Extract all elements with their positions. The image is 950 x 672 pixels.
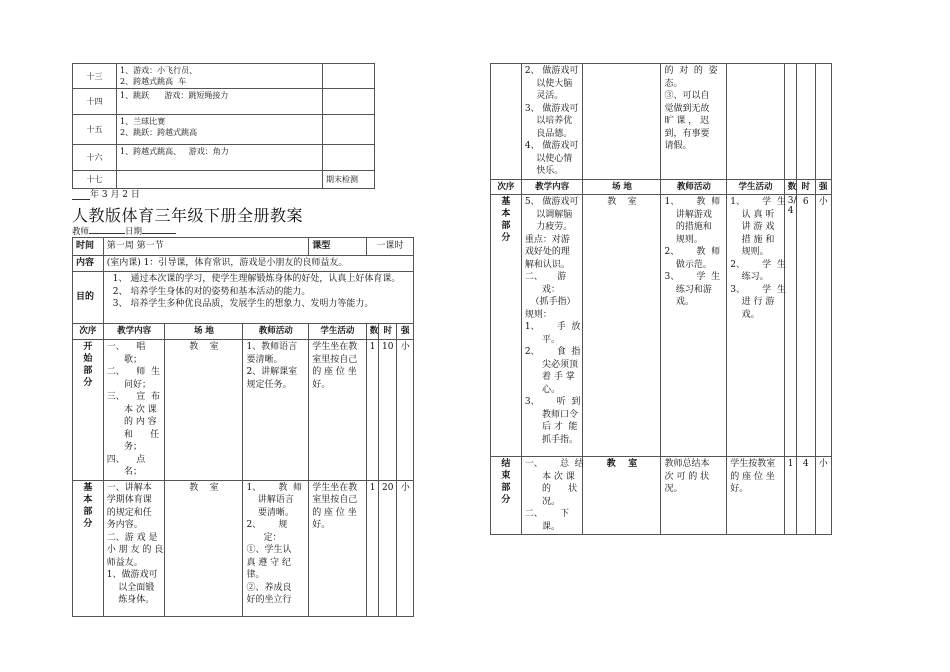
count-cell: 1 [366, 340, 378, 481]
week-note: 期末检测 [323, 171, 375, 189]
header-content: 教学内容 [103, 324, 165, 340]
doc-title: 人教版体育三年级下册全册教案 [72, 206, 304, 225]
header-content: 教学内容 [521, 179, 583, 195]
count-cell: 3/4 [784, 195, 796, 457]
week-cell: 十七 [73, 171, 117, 189]
continued-row [491, 64, 832, 180]
week-note [323, 89, 375, 115]
lesson-plan-table [72, 237, 414, 617]
count-cell [784, 64, 796, 180]
basic-section-row [491, 195, 832, 457]
header-venue: 场 地 [165, 324, 243, 340]
week-cell: 十四 [73, 89, 117, 115]
column-header-row [73, 324, 414, 340]
time-row [73, 238, 414, 256]
type-label: 课型 [309, 238, 367, 256]
content-row [73, 256, 414, 272]
content-value: (室内课) 1：引导课，体育常识，游戏是小朋友的良师益友。 [103, 256, 413, 272]
schedule-row [73, 64, 375, 89]
teacher-date-line: 教师 日期 [72, 225, 176, 237]
goal-item: 3、 培养学生多种优良品质，发展学生的想象力、发明力等能力。 [112, 299, 374, 309]
teaching-content: 一、 唱 歌； 二、 师 生 问好； 三、 宣 布 本 次 课 的 内 容 和 任 务； 四、 点 名； [103, 340, 165, 481]
count-cell: 1 [784, 457, 796, 535]
venue-cell: 教 室 [583, 195, 661, 457]
week-content: 1、游戏：小飞行员、 2、跨越式跳高 车 [117, 64, 323, 89]
week-note [323, 115, 375, 145]
header-intensity: 强 [397, 324, 414, 340]
schedule-row [73, 145, 375, 171]
time-label: 时间 [73, 238, 104, 256]
week-note [323, 64, 375, 89]
time-cell: 4 [797, 457, 815, 535]
intensity-cell: 小 [815, 195, 831, 457]
section-label [491, 64, 522, 180]
date-line: 年 3 月 2 日 [72, 187, 140, 200]
schedule-row [73, 171, 375, 189]
header-time: 时 [379, 324, 397, 340]
teacher-activity: 1、 教 师 讲解语言 要清晰。 2、 规 定： ①、学生认 真 遵 守 纪 律。 ②、养成良 好的坐立行 [243, 480, 309, 616]
intensity-cell: 小 [815, 457, 831, 535]
goal-list [103, 272, 413, 324]
lesson-plan-continued-table [490, 63, 832, 535]
header-order: 次序 [73, 324, 104, 340]
teacher-activity: 的 对 的 姿 态。 ③、可以自 觉做到无故 旷 课 ， 迟 到，有事要 请假。 [661, 64, 727, 180]
teaching-content: 2、 做游戏可 以使大脑 灵活。 3、 做游戏可 以培养优 良品德。 4、 做游戏可 以使心情 快乐。 [521, 64, 583, 180]
venue-cell: 教 室 [165, 480, 243, 616]
teacher-activity: 1、 教 师 讲解游戏 的措施和 规则。 2、 教 师 做示范。 3、 学 生 练习和游 戏。 [661, 195, 727, 457]
student-activity: 1、 学 生 认 真 听 讲 游 戏 措 施 和 规则。 2、 学 生 练习。 3、 学 生 进 行 游 戏。 [727, 195, 785, 457]
venue-cell [583, 64, 661, 180]
section-label: 基 本 部 分 [73, 480, 104, 616]
basic-section-row [73, 480, 414, 616]
count-cell: 1 [366, 480, 378, 616]
intensity-cell [815, 64, 831, 180]
header-teacher: 教师活动 [243, 324, 309, 340]
end-section-row [491, 457, 832, 535]
goal-row [73, 272, 414, 324]
column-header-row [491, 179, 832, 195]
start-section-row [73, 340, 414, 481]
header-time: 时 [797, 179, 815, 195]
type-value: 一课时 [366, 238, 413, 256]
teaching-content: 一、 总 结 本 次 课 的 状 况。 二、 下 课。 [521, 457, 583, 535]
teaching-content: 一、讲解本 学期体育课 的规定和任 务内容。 二、游 戏 是 小 朋 友 的 良 师益友。 1、做游戏可 以全面锻 炼身体。 [103, 480, 165, 616]
week-content: 1、跳跃 游戏：跳短绳接力 [117, 89, 323, 115]
student-activity: 学生坐在教 室里按自己 的 座 位 坐 好。 [309, 340, 367, 481]
schedule-row [73, 115, 375, 145]
week-content: 1、兰球比赛 2、跳跃：跨越式跳高 [117, 115, 323, 145]
time-cell: 10 [379, 340, 397, 481]
time-value: 第一周 第一节 [103, 238, 308, 256]
header-venue: 场 地 [583, 179, 661, 195]
goal-item: 2、 培养学生身体的对的姿势和基本活动的能力。 [112, 286, 311, 297]
time-cell [797, 64, 815, 180]
week-content [117, 171, 323, 189]
teaching-content: 5、 做游戏可 以调解脑 力疲劳。 重点：对游 戏好处的理 解和认识。 二、 游 戏： （抓手指） 规则： 1、 手 放 平。 2、 食 指 尖必须顶 着 手 掌 心。 3、 听 到 教师口令 后 才 能 抓手指。 [521, 195, 583, 457]
header-teacher: 教师活动 [661, 179, 727, 195]
section-label: 开 始 部 分 [73, 340, 104, 481]
header-count: 数 [366, 324, 378, 340]
venue-cell: 教 室 [583, 457, 661, 535]
teacher-activity: 1、教师语言 要清晰。 2、讲解课室 规定任务。 [243, 340, 309, 481]
schedule-table [72, 63, 375, 189]
content-label: 内容 [73, 256, 104, 272]
intensity-cell: 小 [397, 480, 414, 616]
header-student: 学生活动 [727, 179, 785, 195]
section-label: 基 本 部 分 [491, 195, 522, 457]
venue-cell: 教 室 [165, 340, 243, 481]
header-order: 次序 [491, 179, 522, 195]
intensity-cell: 小 [397, 340, 414, 481]
week-note [323, 145, 375, 171]
week-cell: 十五 [73, 115, 117, 145]
week-content: 1、跨越式跳高、 游戏：角力 [117, 145, 323, 171]
student-activity: 学生按教室 的 座 位 坐 好。 [727, 457, 785, 535]
week-cell: 十三 [73, 64, 117, 89]
teacher-activity: 教师总结本 次 可 的 状 况。 [661, 457, 727, 535]
goal-item: 1、 通过本次课的学习，使学生理解锻炼身体的好处，认真上好体育课。 [112, 274, 401, 284]
student-activity [727, 64, 785, 180]
student-activity: 学生坐在教 室里按自己 的 座 位 坐 好。 [309, 480, 367, 616]
header-count: 数 [784, 179, 796, 195]
time-cell: 20 [379, 480, 397, 616]
week-cell: 十六 [73, 145, 117, 171]
section-label: 结 束 部 分 [491, 457, 522, 535]
header-student: 学生活动 [309, 324, 367, 340]
header-intensity: 强 [815, 179, 831, 195]
time-cell: 6 [797, 195, 815, 457]
schedule-row [73, 89, 375, 115]
goal-label: 目的 [73, 272, 104, 324]
